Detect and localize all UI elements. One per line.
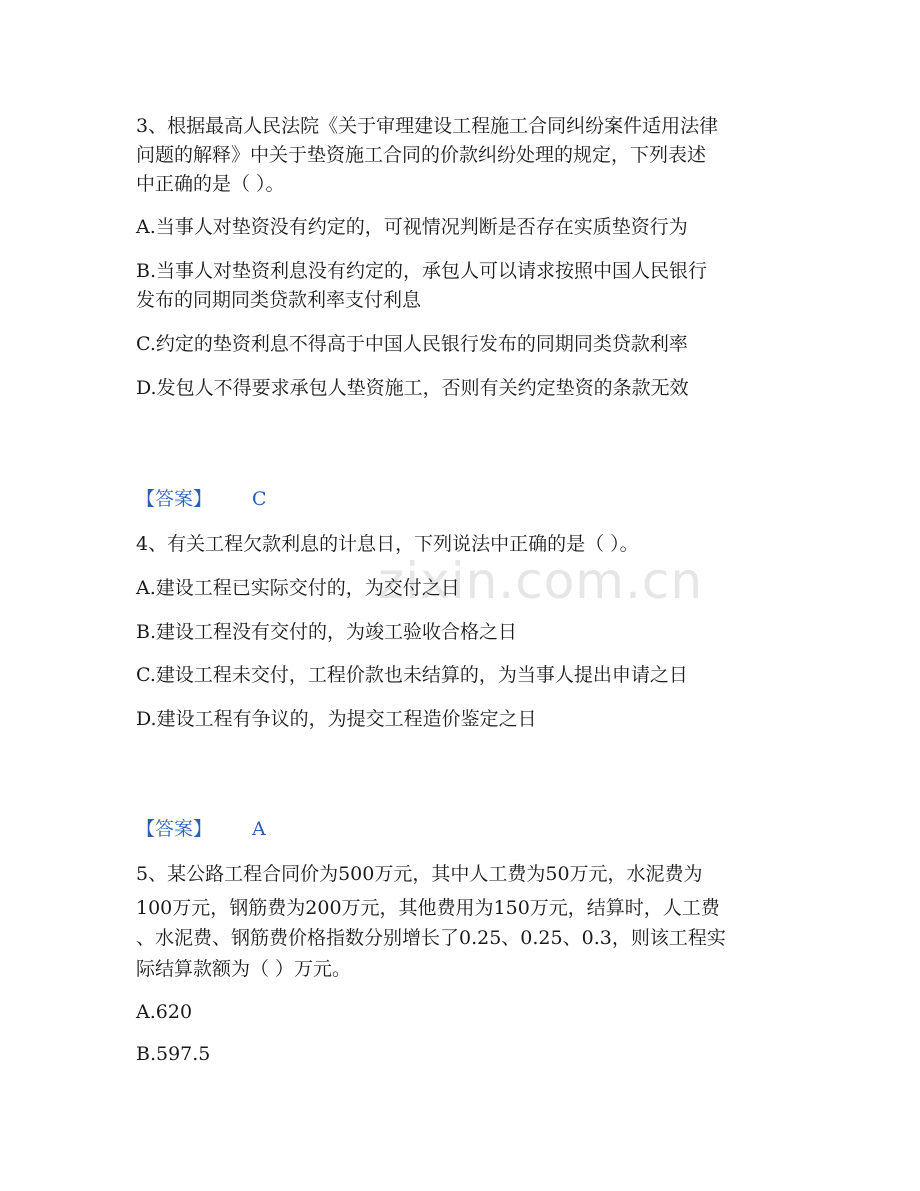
answer-value: A bbox=[252, 818, 266, 840]
q5-line-3: 、水泥费、钢筋费价格指数分别增长了0.25、0.25、0.3，则该工程实 bbox=[136, 927, 726, 949]
q3-option-b: B.当事人对垫资利息没有约定的，承包人可以请求按照中国人民银行 bbox=[136, 260, 708, 282]
q5-line-1: 5、某公路工程合同价为500万元，其中人工费为50万元，水泥费为 bbox=[136, 863, 703, 885]
q3-option-d: D.发包人不得要求承包人垫资施工，否则有关约定垫资的条款无效 bbox=[136, 377, 689, 399]
q3-answer bbox=[136, 488, 267, 510]
watermark: zixin.com.cn bbox=[378, 552, 704, 610]
q5-line-2: 100万元，钢筋费为200万元，其他费用为150万元，结算时，人工费 bbox=[136, 897, 720, 919]
q4-option-a: A.建设工程已实际交付的，为交付之日 bbox=[136, 577, 460, 599]
q4-line-1: 4、有关工程欠款利息的计息日，下列说法中正确的是（ ）。 bbox=[136, 533, 639, 555]
q3-line-1: 3、根据最高人民法院《关于审理建设工程施工合同纠纷案件适用法律 bbox=[136, 115, 719, 137]
q3-option-b-cont: 发布的同期同类贷款利率支付利息 bbox=[136, 289, 422, 311]
answer-label: 【答案】 bbox=[136, 488, 213, 510]
answer-label: 【答案】 bbox=[136, 818, 213, 840]
q5-option-a: A.620 bbox=[136, 1001, 193, 1023]
q3-option-c: C.约定的垫资利息不得高于中国人民银行发布的同期同类贷款利率 bbox=[136, 333, 688, 355]
q4-option-c: C.建设工程未交付，工程价款也未结算的，为当事人提出申请之日 bbox=[136, 664, 688, 686]
q3-line-2: 问题的解释》中关于垫资施工合同的价款纠纷处理的规定，下列表述 bbox=[136, 144, 707, 166]
q4-answer bbox=[136, 818, 266, 840]
q3-option-a: A.当事人对垫资没有约定的，可视情况判断是否存在实质垫资行为 bbox=[136, 216, 688, 238]
q4-option-b: B.建设工程没有交付的，为竣工验收合格之日 bbox=[136, 621, 518, 643]
q4-option-d: D.建设工程有争议的，为提交工程造价鉴定之日 bbox=[136, 708, 537, 730]
q5-line-4: 际结算款额为（ ）万元。 bbox=[136, 958, 352, 980]
answer-value: C bbox=[252, 488, 267, 510]
q3-line-3: 中正确的是（ ）。 bbox=[136, 173, 285, 195]
q5-option-b: B.597.5 bbox=[136, 1043, 211, 1065]
